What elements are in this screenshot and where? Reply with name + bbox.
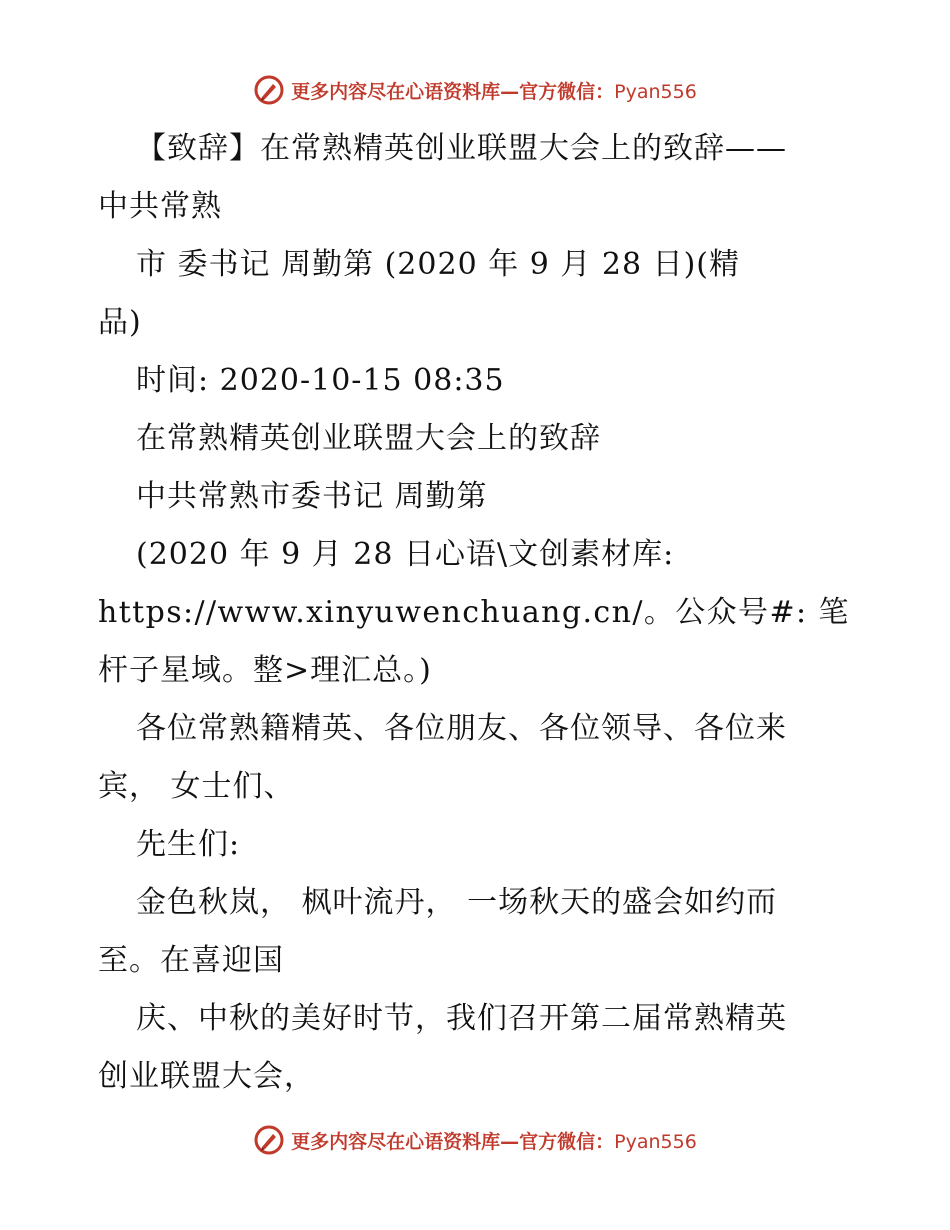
title-line-2: 中共常熟	[98, 189, 222, 224]
title-line-4: 品)	[98, 305, 142, 340]
pen-logo-icon	[253, 1124, 285, 1156]
watermark-text: 更多内容尽在心语资料库—官方微信：Pyan556	[291, 80, 697, 103]
greeting-line-3: 先生们:	[136, 827, 241, 862]
document-body	[98, 120, 858, 1106]
title-line-1: 【致辞】在常熟精英创业联盟大会上的致辞——	[136, 131, 787, 166]
author-line: 中共常熟市委书记 周勤第	[136, 479, 488, 514]
paragraph-line-2: 至。在喜迎国	[98, 943, 284, 978]
footer-watermark	[0, 1120, 950, 1160]
subtitle-line: 在常熟精英创业联盟大会上的致辞	[136, 421, 601, 456]
header-watermark	[0, 70, 950, 110]
date-source-line: (2020 年 9 月 28 日心语\文创素材库:	[136, 537, 675, 572]
paragraph-line-4: 创业联盟大会，	[98, 1059, 315, 1094]
paragraph-line-3: 庆、中秋的美好时节，我们召开第二届常熟精英	[136, 1001, 787, 1036]
pen-logo-icon	[253, 74, 285, 106]
source-end-line: 杆子星域。整>理汇总。)	[98, 653, 432, 688]
time-line: 时间: 2020-10-15 08:35	[136, 363, 505, 398]
watermark-text: 更多内容尽在心语资料库—官方微信：Pyan556	[291, 1130, 697, 1153]
paragraph-line-1: 金色秋岚， 枫叶流丹， 一场秋天的盛会如约而	[136, 885, 778, 920]
greeting-line-2: 宾， 女士们、	[98, 769, 295, 804]
greeting-line-1: 各位常熟籍精英、各位朋友、各位领导、各位来	[136, 711, 787, 746]
title-line-3: 市 委书记 周勤第 (2020 年 9 月 28 日)(精	[136, 247, 741, 282]
url-line: https://www.xinyuwenchuang.cn/。公众号#: 笔	[98, 595, 850, 630]
